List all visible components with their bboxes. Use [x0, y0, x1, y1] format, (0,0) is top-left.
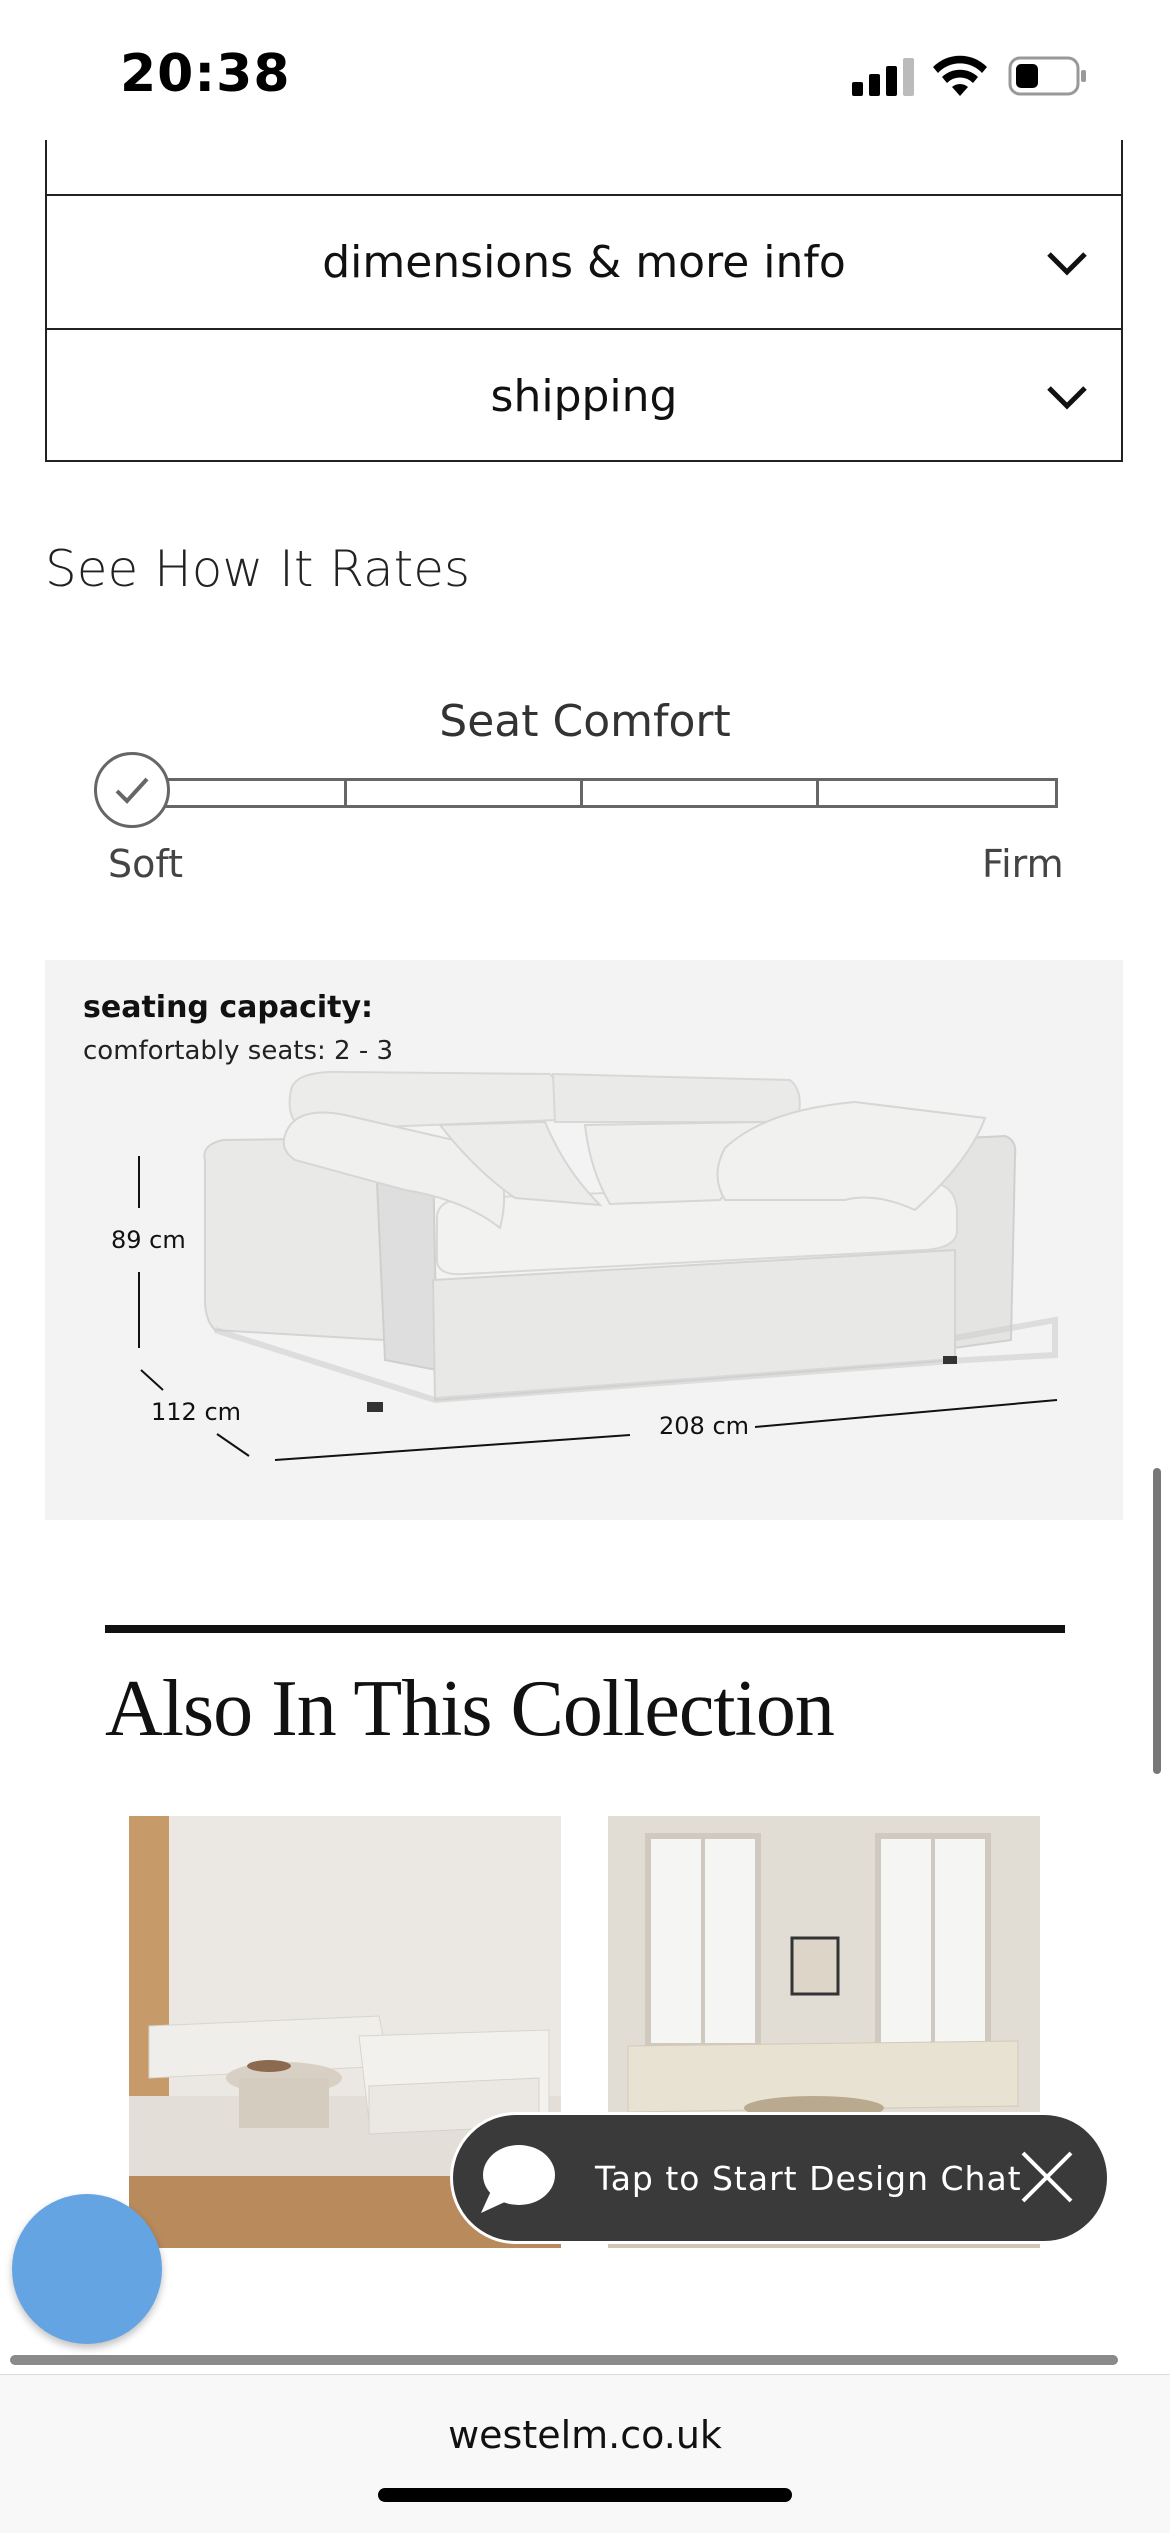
- wifi-icon: [932, 54, 988, 98]
- accordion-shipping-label: shipping: [490, 370, 678, 422]
- floating-action-button[interactable]: [12, 2194, 162, 2344]
- seating-capacity-subtitle: comfortably seats: 2 - 3: [83, 1036, 394, 1066]
- accordion-shipping[interactable]: [47, 328, 1121, 462]
- chevron-down-icon: [1045, 374, 1089, 418]
- status-bar: [0, 0, 1170, 140]
- seat-comfort-scale: [150, 778, 1058, 808]
- seat-comfort-high-label: Firm: [982, 842, 1064, 886]
- horizontal-scrollbar[interactable]: [10, 2355, 1118, 2365]
- collection-title: Also In This Collection: [105, 1665, 834, 1753]
- close-icon[interactable]: [1019, 2149, 1075, 2205]
- scale-tick: [344, 781, 347, 805]
- status-time: 20:38: [120, 44, 291, 104]
- scale-tick: [580, 781, 583, 805]
- seat-comfort-title: Seat Comfort: [439, 696, 731, 747]
- accordion-dimensions[interactable]: [47, 194, 1121, 328]
- speech-bubble-icon: [477, 2141, 557, 2217]
- signal-bars-icon: [852, 58, 916, 96]
- seat-comfort-low-label: Soft: [108, 842, 183, 886]
- product-accordion: [45, 140, 1123, 462]
- vertical-scrollbar[interactable]: [1153, 1468, 1161, 1774]
- ratings-section-title: See How It Rates: [45, 540, 471, 598]
- home-indicator[interactable]: [378, 2488, 792, 2502]
- accordion-dimensions-label: dimensions & more info: [322, 236, 846, 288]
- battery-icon: [1008, 56, 1088, 96]
- browser-url[interactable]: westelm.co.uk: [448, 2413, 722, 2457]
- scale-tick: [816, 781, 819, 805]
- chevron-down-icon: [1045, 240, 1089, 284]
- seat-comfort-marker: [94, 752, 170, 828]
- seating-capacity-title: seating capacity:: [83, 990, 374, 1025]
- dimension-depth: 112 cm: [145, 1398, 247, 1426]
- check-icon: [97, 755, 167, 825]
- design-chat-banner[interactable]: [450, 2112, 1110, 2244]
- design-chat-label: Tap to Start Design Chat: [595, 2159, 1022, 2198]
- browser-url-bar[interactable]: [0, 2374, 1170, 2533]
- section-divider: [105, 1625, 1065, 1633]
- dimension-height: 89 cm: [105, 1226, 192, 1254]
- seating-capacity-panel: [45, 960, 1123, 1520]
- dimension-width: 208 cm: [653, 1412, 755, 1440]
